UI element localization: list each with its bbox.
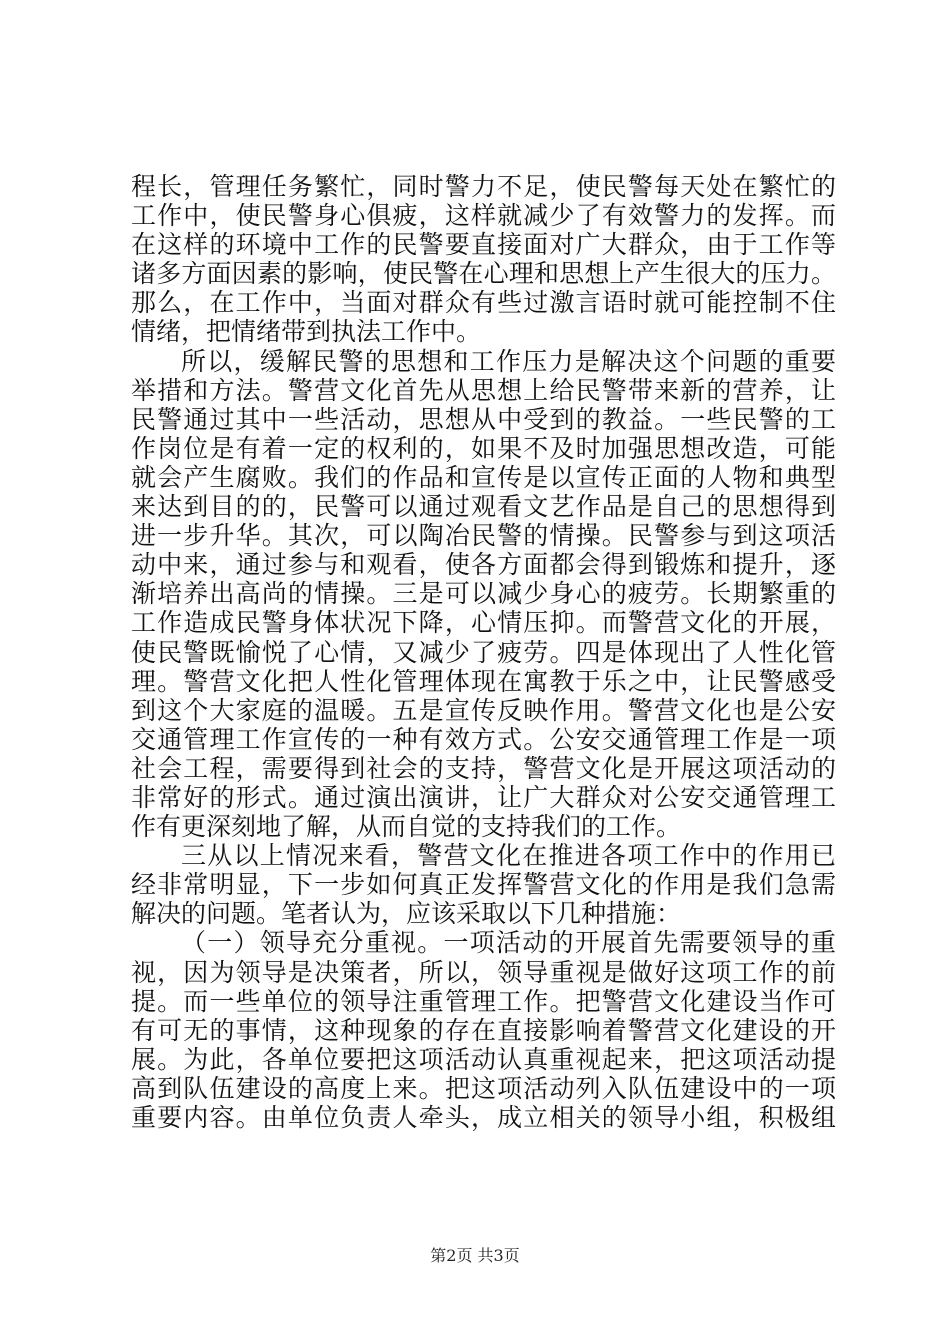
text-line: 解决的问题。笔者认为，应该采取以下几种措施： xyxy=(131,899,682,929)
text-line: 那么，在工作中，当面对群众有些过激言语时就可能控制不住 xyxy=(131,288,836,318)
text-line: 动中来，通过参与和观看，使各方面都会得到锻炼和提升，逐 xyxy=(131,550,836,580)
text-line: 工作造成民警身体状况下降，心情压抑。而警营文化的开展， xyxy=(131,608,836,638)
text-line: 作岗位是有着一定的权利的，如果不及时加强思想改造，可能 xyxy=(131,433,836,463)
text-line: 诸多方面因素的影响，使民警在心理和思想上产生很大的压力。 xyxy=(131,259,836,289)
text-line: 作有更深刻地了解，从而自觉的支持我们的工作。 xyxy=(131,812,682,842)
text-line: 在这样的环境中工作的民警要直接面对广大群众，由于工作等 xyxy=(131,230,836,260)
text-line: 使民警既愉悦了心情，又减少了疲劳。四是体现出了人性化管 xyxy=(131,637,836,667)
text-line: 经非常明显，下一步如何真正发挥警营文化的作用是我们急需 xyxy=(131,870,836,900)
paragraph xyxy=(131,928,836,1132)
text-line: 视，因为领导是决策者，所以，领导重视是做好这项工作的前 xyxy=(131,957,836,987)
text-line: 来达到目的的，民警可以通过观看文艺作品是自己的思想得到 xyxy=(131,492,836,522)
text-line: 重要内容。由单位负责人牵头，成立相关的领导小组，积极组 xyxy=(131,1103,836,1132)
text-line: 工作中，使民警身心俱疲，这样就减少了有效警力的发挥。而 xyxy=(131,201,836,231)
text-line: （一）领导充分重视。一项活动的开展首先需要领导的重 xyxy=(181,928,836,958)
paragraph xyxy=(131,347,836,842)
text-line: 渐培养出高尚的情操。三是可以减少身心的疲劳。长期繁重的 xyxy=(131,579,836,609)
text-line: 到这个大家庭的温暖。五是宣传反映作用。警营文化也是公安 xyxy=(131,695,836,725)
text-line: 有可无的事情，这种现象的存在直接影响着警营文化建设的开 xyxy=(131,1015,836,1045)
text-line: 民警通过其中一些活动，思想从中受到的教益。一些民警的工 xyxy=(131,404,836,434)
text-line: 就会产生腐败。我们的作品和宣传是以宣传正面的人物和典型 xyxy=(131,462,836,492)
text-line: 所以，缓解民警的思想和工作压力是解决这个问题的重要 xyxy=(181,346,836,376)
text-line: 程长，管理任务繁忙，同时警力不足，使民警每天处在繁忙的 xyxy=(131,172,836,201)
text-line: 提。而一些单位的领导注重管理工作。把警营文化建设当作可 xyxy=(131,986,836,1016)
document-body xyxy=(131,172,836,1132)
text-line: 进一步升华。其次，可以陶冶民警的情操。民警参与到这项活 xyxy=(131,521,836,551)
paragraph xyxy=(131,841,836,928)
text-line: 情绪，把情绪带到执法工作中。 xyxy=(131,317,482,347)
text-line: 展。为此，各单位要把这项活动认真重视起来，把这项活动提 xyxy=(131,1044,836,1074)
text-line: 举措和方法。警营文化首先从思想上给民警带来新的营养，让 xyxy=(131,375,836,405)
text-line: 社会工程，需要得到社会的支持，警营文化是开展这项活动的 xyxy=(131,753,836,783)
text-line: 交通管理工作宣传的一种有效方式。公安交通管理工作是一项 xyxy=(131,724,836,754)
text-line: 理。警营文化把人性化管理体现在寓教于乐之中，让民警感受 xyxy=(131,666,836,696)
page-footer: 第2页 共3页 xyxy=(430,1246,520,1265)
text-line: 高到队伍建设的高度上来。把这项活动列入队伍建设中的一项 xyxy=(131,1073,836,1103)
text-line: 非常好的形式。通过演出演讲，让广大群众对公安交通管理工 xyxy=(131,782,836,812)
paragraph xyxy=(131,172,836,347)
text-line: 三从以上情况来看，警营文化在推进各项工作中的作用已 xyxy=(181,841,836,871)
